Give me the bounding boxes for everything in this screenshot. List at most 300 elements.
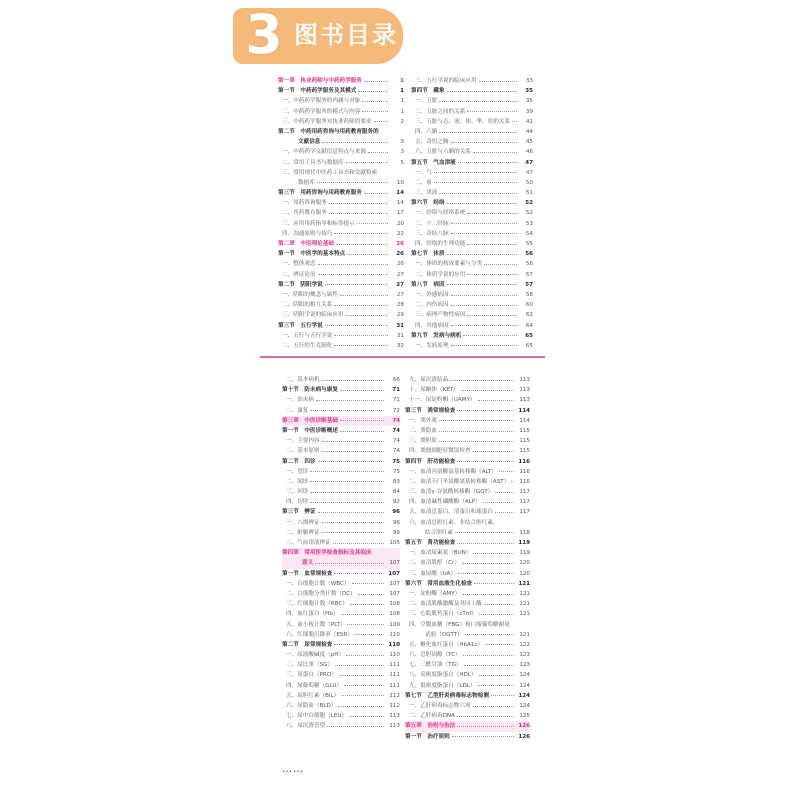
- toc-entry-item: [411, 310, 533, 320]
- toc-page-number: 117: [519, 489, 530, 496]
- toc-entry-title: 二、基本病机: [286, 377, 320, 383]
- toc-page-number: 123: [519, 662, 530, 669]
- toc-leader-dots: [461, 390, 514, 391]
- toc-entry-item: [405, 569, 530, 579]
- toc-entry-title: 三、津液: [415, 190, 438, 197]
- toc-entry-title: 一、尿液酸碱度（pH）: [286, 652, 345, 659]
- toc-page-number: 116: [518, 458, 530, 465]
- toc-entry-item: [278, 107, 404, 117]
- toc-entry-section: [411, 280, 533, 290]
- toc-entry-item: [282, 620, 400, 630]
- toc-entry-chapter: [282, 416, 400, 426]
- toc-entry-item: [411, 107, 533, 117]
- toc-page-number: 113: [519, 377, 530, 383]
- toc-entry-title: 第三章 中医诊断基础: [282, 417, 338, 424]
- toc-entry-title: 二、脏腑辨证: [286, 529, 320, 536]
- toc-page-number: 74: [392, 417, 400, 424]
- toc-entry-item: [405, 446, 530, 456]
- toc-leader-dots: [451, 142, 517, 143]
- toc-entry-chapter: [405, 721, 530, 731]
- toc-entry-title: 文献信息: [298, 139, 321, 146]
- toc-page-number: 83: [392, 478, 400, 485]
- toc-entry-section: [411, 249, 533, 259]
- toc-leader-dots: [334, 573, 384, 574]
- toc-entry-title: 三、血清γ-谷氨酰转移酶（GGT）: [409, 489, 494, 496]
- toc-entry-item: [282, 630, 400, 640]
- toc-entry-item: [411, 127, 533, 137]
- toc-page-number: 108: [389, 611, 400, 618]
- toc-leader-dots: [364, 193, 388, 194]
- toc-page-number: 74: [392, 427, 400, 434]
- toc-leader-dots: [467, 213, 517, 214]
- toc-leader-dots: [451, 233, 517, 234]
- toc-page-number: 51: [525, 190, 533, 197]
- toc-leader-dots: [341, 695, 384, 696]
- toc-leader-dots: [463, 655, 514, 656]
- toc-entry-item: [278, 198, 404, 208]
- toc-leader-dots: [347, 624, 384, 625]
- toc-entry-title: 第二节 中药用药咨询与用药教育服务的: [278, 128, 379, 135]
- toc-entry-title: 二、五行的生克制化: [282, 342, 333, 349]
- toc-entry-title: 第七节 体质: [411, 251, 445, 258]
- toc-entry-title: 二、基本原则: [286, 448, 320, 455]
- toc-page-number: 96: [392, 519, 400, 526]
- toc-entry-section: [282, 569, 400, 579]
- toc-leader-dots: [347, 254, 388, 255]
- toc-leader-dots: [457, 726, 514, 727]
- toc-entry-item: [282, 721, 400, 731]
- toc-entry-item: [282, 599, 400, 609]
- toc-entry-title: 四、经络的生理功能: [415, 241, 466, 247]
- toc-page-number: 107: [389, 590, 400, 597]
- toc-leader-dots: [447, 254, 517, 255]
- toc-entry-section: [405, 579, 530, 589]
- toc-entry-item: [411, 259, 533, 269]
- section-number: 3: [245, 3, 283, 66]
- toc-entry-item: [405, 477, 530, 487]
- toc-page-number: 31: [396, 322, 404, 329]
- toc-page-number: 111: [389, 672, 400, 679]
- toc-page-number: 47: [525, 169, 533, 176]
- toc-entry-title: 第五章 治则与治法: [405, 723, 456, 730]
- toc-leader-dots: [322, 380, 384, 381]
- toc-leader-dots: [491, 695, 514, 696]
- toc-entry-item: [278, 331, 404, 341]
- toc-leader-dots: [334, 305, 388, 306]
- toc-leader-dots: [318, 461, 384, 462]
- toc-entry-title: 一、白细胞计数（WBC）: [286, 580, 350, 587]
- toc-leader-dots: [439, 101, 517, 102]
- toc-leader-dots: [467, 244, 517, 245]
- toc-entry-section: [278, 127, 404, 137]
- toc-page-number: 33: [525, 78, 533, 84]
- toc-page-number: 112: [389, 703, 400, 709]
- toc-entry-title: 第二章 中医理论基础: [278, 241, 334, 247]
- toc-page-number: 27: [396, 271, 404, 278]
- toc-entry-item: [405, 558, 530, 568]
- toc-entry-title: 三、奇经八脉: [415, 230, 449, 237]
- toc-entry-item: [405, 436, 530, 446]
- toc-entry-title: 一、五脏: [415, 98, 438, 105]
- toc-entry-item: [278, 300, 404, 310]
- toc-entry-chapter: [282, 548, 400, 558]
- toc-entry-title: 二、常用工具书与数据库: [282, 159, 344, 166]
- toc-entry-section: [411, 331, 533, 341]
- toc-page-number: 123: [519, 652, 530, 659]
- toc-entry-title: 四、血红蛋白（Hb）: [286, 611, 339, 618]
- toc-page-number: 118: [519, 529, 530, 536]
- toc-entry-title: 一、经络与经络系统: [415, 210, 466, 217]
- toc-entry-title: 第四节 藏象: [411, 88, 445, 95]
- toc-entry-title: 四、尿葡萄糖（GLU）: [286, 682, 343, 689]
- toc-entry-title: 四、血清碱性磷酸酶（ALP）: [409, 499, 481, 506]
- toc-entry-title: 第一节 中医诊断概述: [282, 427, 338, 434]
- toc-page-number: 65: [525, 342, 533, 349]
- toc-leader-dots: [310, 471, 384, 472]
- toc-page2-right: [405, 375, 530, 742]
- toc-page-number: 99: [392, 529, 400, 536]
- toc-page-number: 52: [525, 210, 533, 217]
- toc-entry-title: 三、阴阳学说的临床应用: [282, 312, 344, 319]
- toc-page-number: 124: [519, 672, 530, 679]
- toc-entry-item: [282, 436, 400, 446]
- toc-page-number: 1: [400, 78, 404, 84]
- toc-page-number: 44: [525, 128, 533, 135]
- toc-leader-dots: [364, 81, 388, 82]
- toc-page-number: 113: [519, 397, 530, 404]
- toc-entry-item: [282, 579, 400, 589]
- toc-entry-section: [405, 406, 530, 416]
- toc-page-number: 107: [388, 570, 400, 577]
- toc-page-number: 111: [389, 662, 400, 669]
- toc-page-number: 22: [396, 230, 404, 237]
- toc-leader-dots: [346, 655, 384, 656]
- toc-entry-title: 三、红细胞计数（RBC）: [286, 601, 348, 608]
- toc-page-number: 116: [519, 478, 530, 485]
- toc-leader-dots: [346, 162, 388, 163]
- toc-entry-title: 一、体质的构成要素与分类: [415, 261, 483, 268]
- toc-leader-dots: [334, 335, 388, 336]
- toc-entry-title: 三、中药药学服务对执业药师的要求: [282, 118, 372, 125]
- toc-entry-item: [282, 528, 400, 538]
- toc-entry-title: 四、空腹血糖（FBG）和口服葡萄糖耐量: [409, 621, 510, 628]
- toc-page-number: 109: [389, 621, 400, 628]
- toc-entry-title: 第四节 肝功能检查: [405, 458, 456, 465]
- toc-entry-title: 一、八纲辨证: [286, 519, 320, 526]
- toc-leader-dots: [465, 634, 514, 635]
- toc-leader-dots: [474, 583, 514, 584]
- toc-page-number: 115: [519, 448, 530, 455]
- toc-entry-title: 二、辨证论治: [282, 271, 316, 278]
- toc-leader-dots: [327, 726, 384, 727]
- toc-entry-title: 三、心肌肌钙蛋白（cTnI）: [409, 611, 477, 618]
- toc-entry-title: 二、内伤病因: [415, 302, 449, 309]
- toc-entry-title: 四、切诊: [286, 499, 309, 506]
- toc-page-number: 75: [392, 458, 400, 465]
- toc-leader-dots: [374, 121, 388, 122]
- toc-entry-title: 第一节 血常规检查: [282, 570, 333, 577]
- toc-page-number: 112: [389, 692, 400, 699]
- toc-entry-item: [411, 341, 533, 351]
- toc-entry-title: 第一节 中医学的基本特点: [278, 251, 346, 258]
- toc-page-number: 113: [519, 387, 530, 394]
- toc-entry-item: [278, 219, 404, 229]
- toc-entry-item: [405, 599, 530, 609]
- toc-entry-title: 三、应用用药指导和标签提示: [282, 220, 355, 227]
- toc-leader-dots: [458, 162, 517, 163]
- toc-entry-title: 八、高密度脂蛋白（HDL）: [409, 672, 477, 679]
- toc-entry-title: 三、常用现代中医药工具书和文献检索: [282, 169, 378, 176]
- toc-entry-item: [278, 147, 404, 157]
- toc-entry-section: [405, 457, 530, 467]
- toc-page-number: 1: [400, 98, 404, 105]
- toc-leader-dots: [339, 675, 384, 676]
- toc-leader-dots: [464, 665, 514, 666]
- toc-page-number: 54: [525, 230, 533, 237]
- toc-leader-dots: [467, 274, 517, 275]
- toc-leader-dots: [478, 400, 514, 401]
- toc-page-number: 47: [525, 159, 533, 166]
- toc-entry-item: [282, 660, 400, 670]
- toc-entry-title: 一、发病原理: [415, 342, 449, 349]
- toc-entry-title: 二、阴阳的相互关系: [282, 302, 333, 309]
- toc-page-number: 117: [519, 499, 530, 506]
- toc-page-number: 113: [389, 713, 400, 720]
- toc-leader-dots: [334, 233, 388, 234]
- toc-page-number: 121: [519, 590, 530, 597]
- toc-page-number: 105: [389, 540, 400, 546]
- toc-page-number: 1: [400, 108, 404, 115]
- toc-entry-title: 结合胆红素: [425, 529, 453, 536]
- toc-entry-section: [278, 280, 404, 290]
- toc-entry-title: 五、尿胆红素（BIL）: [286, 692, 340, 699]
- toc-entry-title: 二、血清肌酐（Cr）: [409, 560, 460, 567]
- toc-page1-left: [278, 76, 404, 351]
- toc-leader-dots: [462, 563, 514, 564]
- toc-entry-title: 一、粪外观: [409, 417, 437, 424]
- toc-entry-title: 三、尿蛋白（PRO）: [286, 672, 337, 679]
- toc-page-number: 121: [519, 611, 530, 618]
- toc-leader-dots: [310, 502, 384, 503]
- toc-leader-dots: [338, 706, 384, 707]
- toc-leader-dots: [334, 345, 388, 346]
- toc-leader-dots: [341, 614, 384, 615]
- toc-entry-section: [282, 640, 400, 650]
- toc-leader-dots: [463, 335, 517, 336]
- toc-entry-item: [405, 467, 530, 477]
- toc-entry-title: 第二节 四诊: [282, 458, 316, 465]
- toc-leader-dots: [358, 594, 384, 595]
- toc-leader-dots: [362, 101, 388, 102]
- toc-page-number: 114: [518, 407, 530, 414]
- toc-leader-dots: [357, 223, 388, 224]
- toc-entry-title: 第二节 尿常规检查: [282, 641, 333, 648]
- toc-leader-dots: [340, 390, 384, 391]
- toc-entry-item: [282, 650, 400, 660]
- toc-entry-title: 四、六腑: [415, 128, 438, 135]
- toc-entry-title: 一、血清丙氨酸氨基转移酶（ALT）: [409, 468, 497, 475]
- toc-entry-title: 四、沟通原则与技巧: [282, 230, 333, 237]
- toc-entry-item: [278, 290, 404, 300]
- toc-entry-title: 六、尿隐血（BLD）: [286, 703, 337, 709]
- toc-page-number: 62: [525, 312, 533, 319]
- toc-leader-dots: [334, 644, 384, 645]
- toc-entry-title: 意义: [302, 560, 314, 567]
- toc-page-number: 119: [519, 550, 530, 557]
- toc-entry-title: 九、低密度脂蛋白（LDL）: [409, 682, 476, 689]
- toc-entry-title: 四、粪便细胞显微镜检查: [409, 448, 471, 455]
- toc-entry-item: [278, 168, 404, 178]
- toc-entry-title: 第五节 气血津液: [411, 159, 456, 166]
- toc-entry-item: [278, 341, 404, 351]
- toc-leader-dots: [340, 431, 384, 432]
- toc-entry-item: [278, 158, 404, 168]
- toc-entry-item: [278, 229, 404, 239]
- toc-entry-title: 第六节 常用血液生化检查: [405, 580, 473, 587]
- toc-page-number: 41: [525, 118, 533, 125]
- page-divider: [260, 356, 545, 358]
- toc-leader-dots: [455, 532, 514, 533]
- toc-entry-item: [405, 395, 530, 405]
- toc-page-number: 113: [389, 723, 400, 730]
- toc-entry-item: [278, 270, 404, 280]
- toc-leader-dots: [439, 132, 517, 133]
- toc-entry-title: 一、用药咨询服务: [282, 200, 327, 207]
- toc-entry-title: 一、淀粉酶（AMY）: [409, 590, 461, 597]
- toc-leader-dots: [322, 451, 384, 452]
- toc-entry-item: [282, 670, 400, 680]
- toc-page-number: 75: [392, 468, 400, 475]
- toc-page-number: 14: [396, 200, 404, 207]
- toc-page-number: 26: [396, 261, 404, 268]
- toc-entry-item: [411, 178, 533, 188]
- toc-page-number: 115: [519, 438, 530, 445]
- toc-leader-dots: [318, 264, 388, 265]
- toc-page-number: 46: [525, 149, 533, 156]
- toc-entry-title: 五、糖化血红蛋白（HbA1c）: [409, 641, 484, 648]
- toc-leader-dots: [358, 91, 388, 92]
- toc-entry-item: [411, 137, 533, 147]
- toc-leader-dots: [495, 492, 514, 493]
- toc-page-number: 84: [392, 489, 400, 496]
- toc-page-number: 45: [525, 139, 533, 146]
- toc-leader-dots: [473, 553, 514, 554]
- toc-leader-dots: [318, 274, 388, 275]
- toc-entry-title: 试验（OGTT）: [425, 631, 463, 638]
- toc-leader-dots: [484, 264, 517, 265]
- toc-entry-title: 第六节 经络: [411, 200, 445, 207]
- toc-page-number: 126: [518, 723, 530, 730]
- toc-leader-dots: [477, 685, 514, 686]
- toc-leader-dots: [452, 736, 514, 737]
- toc-entry-title: 一、主要内容: [286, 438, 320, 445]
- toc-entry-item: [411, 76, 533, 86]
- toc-entry-item: [278, 117, 404, 127]
- toc-entry-title: 第十节 防未病与康复: [282, 387, 338, 394]
- toc-entry-title: 二、闻诊: [286, 478, 309, 485]
- toc-page1-right: [411, 76, 533, 351]
- toc-leader-dots: [315, 563, 384, 564]
- toc-leader-dots: [335, 665, 384, 666]
- toc-entry-title: 一、乙肝病毒标志物六项: [409, 703, 471, 709]
- toc-entry-item: [405, 620, 530, 630]
- toc-leader-dots: [340, 295, 388, 296]
- toc-leader-dots: [329, 213, 388, 214]
- toc-entry-item: [405, 385, 530, 395]
- toc-entry-item: [411, 117, 533, 127]
- toc-entry-item: [405, 711, 530, 721]
- toc-entry-item: [405, 589, 530, 599]
- toc-leader-dots: [479, 614, 514, 615]
- toc-entry-title: 二、十二经脉: [415, 220, 449, 227]
- toc-entry-title: 第四章 常用医学检查指标及其临床: [282, 550, 372, 557]
- toc-leader-dots: [484, 604, 514, 605]
- toc-leader-dots: [447, 284, 517, 285]
- toc-page-number: 52: [525, 200, 533, 207]
- toc-entry-title: 三、五脏与志、液、体、华、窍的关系: [415, 118, 511, 125]
- toc-page-number: 108: [389, 601, 400, 608]
- toc-entry-title: 第三节 五行学说: [278, 322, 323, 329]
- toc-entry-item: [282, 406, 400, 416]
- toc-leader-dots: [322, 522, 384, 523]
- toc-entry-title: 数据库: [298, 179, 315, 186]
- toc-entry-section: [405, 538, 530, 548]
- toc-entry-item: [405, 660, 530, 670]
- toc-leader-dots: [352, 583, 384, 584]
- toc-leader-dots: [499, 471, 514, 472]
- toc-page-number: 116: [519, 468, 530, 475]
- toc-entry-item: [405, 416, 530, 426]
- toc-entry-title: 一、中药药学文献信息特点与来源: [282, 149, 366, 156]
- toc-entry-item: [282, 487, 400, 497]
- toc-leader-dots: [439, 431, 514, 432]
- toc-leader-dots: [473, 451, 514, 452]
- toc-entry-title: 七、三酰甘油（TG）: [409, 662, 462, 669]
- toc-page-number: 72: [392, 407, 400, 414]
- toc-page-number: 121: [519, 631, 530, 638]
- toc-entry-cont: [278, 137, 404, 147]
- toc-entry-title: 一、中药药学服务的内涵与对象: [282, 98, 361, 105]
- toc-entry-section: [411, 198, 533, 208]
- toc-entry-title: 第七节 乙型肝炎病毒标志物检测: [405, 692, 489, 699]
- toc-page-number: 114: [519, 417, 530, 424]
- toc-page-number: 92: [392, 499, 400, 506]
- toc-entry-item: [411, 219, 533, 229]
- toc-entry-item: [278, 208, 404, 218]
- toc-page-number: 35: [525, 98, 533, 105]
- continuation-dots: ……: [282, 764, 304, 775]
- toc-entry-item: [282, 375, 400, 385]
- toc-entry-item: [405, 507, 530, 517]
- toc-entry-title: 二、体质学说的应用: [415, 271, 466, 278]
- toc-entry-title: 第一节 治疗原则: [405, 733, 450, 740]
- toc-entry-title: 五、血小板计数（PLT）: [286, 621, 346, 628]
- toc-page-number: 107: [389, 560, 400, 567]
- toc-page-number: 5: [400, 159, 404, 166]
- toc-entry-item: [411, 229, 533, 239]
- toc-entry-item: [282, 395, 400, 405]
- toc-entry-item: [282, 538, 400, 548]
- toc-leader-dots: [310, 410, 384, 411]
- toc-entry-item: [282, 691, 400, 701]
- toc-leader-dots: [457, 543, 514, 544]
- toc-page-number: 39: [525, 108, 533, 115]
- toc-entry-title: 二、五脏之间的关系: [415, 108, 466, 115]
- toc-page-number: 96: [392, 509, 400, 516]
- toc-entry-title: 二、粪隐血: [409, 427, 437, 434]
- toc-entry-item: [405, 518, 530, 528]
- toc-entry-chapter: [278, 76, 404, 86]
